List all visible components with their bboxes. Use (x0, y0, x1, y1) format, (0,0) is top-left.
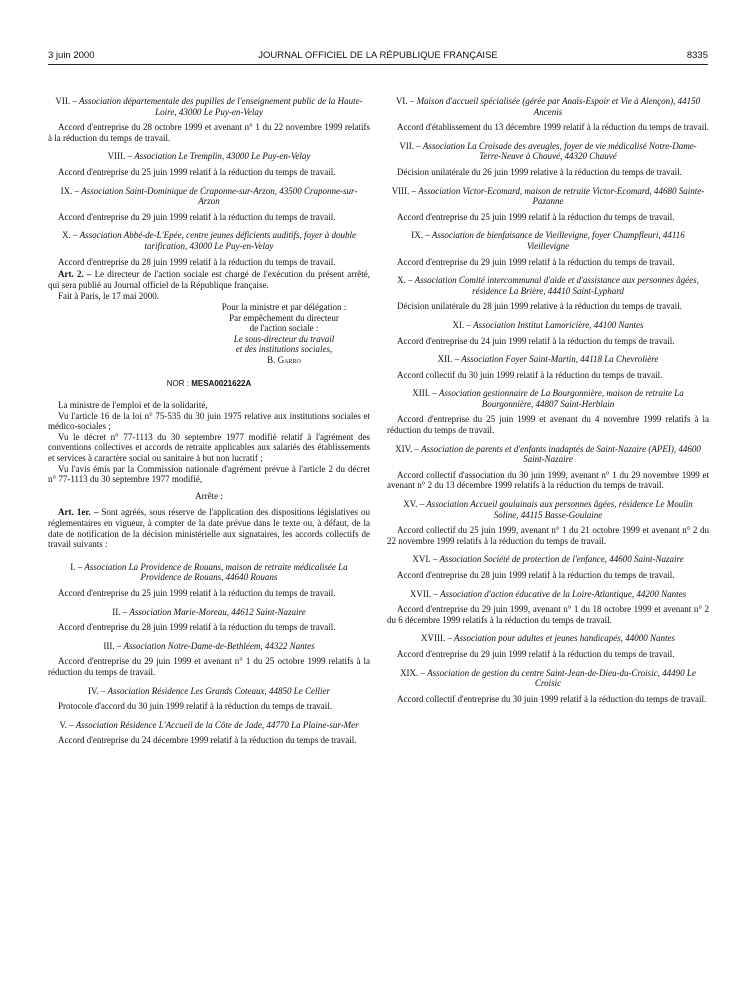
section-right-xix (387, 668, 709, 705)
section-title: I. – Association La Providence de Rouans, maison de retraite médicalisée La Providence de Rouans, 44640 Rouans (70, 561, 348, 583)
section-left-v (48, 720, 370, 746)
section-body: Accord d'entreprise du 24 juin 1999 relatif à la réduction du temps de travail. (397, 335, 675, 346)
section-title: XIX. – Association de gestion du centre Saint-Jean-de-Dieu-du-Croisic, 44490 Le Croisic (400, 667, 696, 689)
section-body: Accord collectif du 30 juin 1999 relatif à la réduction du temps de travail. (397, 369, 663, 380)
section-right-vii (387, 141, 709, 178)
section-left-vii (48, 96, 370, 143)
section-body: Accord d'entreprise du 28 juin 1999 relatif à la réduction du temps de travail. (58, 622, 336, 633)
section-title: II. – Association Marie-Moreau, 44612 Saint-Nazaire (112, 606, 306, 617)
section-title: XV. – Association Accueil goulainais aux personnes âgées, résidence Le Moulin Soline, 44115 Basse-Goulaine (403, 499, 693, 520)
article-1: Art. 1er. – Sont agréés, sous réserve de l'application des dispositions législatives ou réglementaires en vigueur, à compter de la date prévue dans le texte ou, à défaut, de la date de notification de la décision ministérielle aux signataires, les accords collectifs de travail suivants : (48, 507, 371, 550)
signatory: B. Garro (267, 354, 301, 365)
section-body: Accord d'entreprise du 29 juin 1999 relatif à la réduction du temps de travail. (397, 256, 675, 267)
signature-block: Pour la ministre et par délégation : Par empêchement du directeur de l'action sociale : Le sous-directeur du travail et des institutions sociales, B. Garro (198, 302, 370, 366)
section-left-i (48, 562, 370, 599)
section-title: XIV. – Association de parents et d'enfants inadaptés de Saint-Nazaire (APEI), 44600 Saint-Nazaire (395, 443, 701, 465)
section-left-iv (48, 686, 370, 712)
section-body: Accord d'entreprise du 28 octobre 1999 et avenant n° 1 du 22 novembre 1999 relatifs à la réduction du temps de travail. (48, 122, 370, 143)
section-title: VII. – Association départementale des pupilles de l'enseignement public de la Haute-Loire, 43000 Le Puy-en-Velay (55, 96, 363, 117)
section-body: Accord d'entreprise du 25 juin 1999 relatif à la réduction du temps de travail. (397, 211, 675, 222)
section-right-xii (387, 354, 709, 380)
section-left-x (48, 230, 370, 267)
section-right-viii (387, 186, 709, 223)
section-title: XVI. – Association Société de protection de l'enfance, 44600 Saint-Nazaire (412, 554, 684, 565)
section-right-xv (387, 499, 709, 546)
section-title: III. – Association Notre-Dame-de-Bethléem, 44322 Nantes (103, 640, 315, 651)
section-title: XII. – Association Foyer Saint-Martin, 44118 La Chevrolière (437, 354, 659, 365)
section-title: IV. – Association Résidence Les Grands Coteaux, 44850 Le Cellier (88, 685, 330, 696)
section-title: XIII. – Association gestionnaire de La Bourgonnière, maison de retraite La Bourgonnière, 44807 Saint-Herblain (412, 388, 684, 409)
section-right-x (387, 275, 709, 312)
right-column (387, 96, 709, 712)
section-body: Accord d'entreprise du 29 juin 1999 relatif à la réduction du temps de travail. (397, 648, 675, 659)
section-left-iii (48, 641, 370, 678)
arrete-heading: Arrête : (195, 490, 223, 501)
section-title: VI. – Maison d'accueil spécialisée (gérée par Anaïs-Espoir et Vie à Alençon), 44150 Ancenis (395, 96, 701, 117)
section-right-xiv (387, 444, 709, 491)
section-body: Accord d'entreprise du 28 juin 1999 relatif à la réduction du temps de travail. (58, 256, 336, 267)
section-body: Accord collectif du 25 juin 1999, avenant n° 1 du 21 octobre 1999 et avenant n° 2 du 22 novembre 1999 relatifs à la réduction du temps de travail. (387, 525, 709, 546)
left-column (48, 96, 370, 754)
section-right-vi (387, 96, 709, 133)
minister-line: La ministre de l'emploi et de la solidarité, (58, 400, 208, 411)
header-date: 3 juin 2000 (48, 50, 95, 61)
section-body: Accord d'entreprise du 25 juin 1999 relatif à la réduction du temps de travail. (58, 587, 336, 598)
section-body: Accord d'entreprise du 29 juin 1999 relatif à la réduction du temps de travail. (58, 211, 336, 222)
nor-reference: NOR : MESA0021622A (166, 379, 252, 389)
fait-a-paris: Fait à Paris, le 17 mai 2000. (58, 291, 159, 302)
section-body: Accord d'entreprise du 25 juin 1999 relatif à la réduction du temps de travail. (58, 166, 336, 177)
header-journal-title: JOURNAL OFFICIEL DE LA RÉPUBLIQUE FRANÇAISE (258, 50, 498, 61)
section-body: Protocole d'accord du 30 juin 1999 relatif à la réduction du temps de travail. (58, 701, 333, 712)
section-title: VIII. – Association Le Tremplin, 43000 Le Puy-en-Velay (107, 151, 311, 162)
section-left-ix (48, 186, 370, 223)
article-2: Art. 2. – Le directeur de l'action sociale est chargé de l'exécution du présent arrêté, qui sera publié au Journal officiel de la République française. (48, 269, 371, 290)
section-title: IX. – Association de bienfaisance de Vieillevigne, foyer Champfleuri, 44116 Vieillevigne (411, 230, 685, 251)
section-left-viii (48, 151, 370, 177)
section-right-ix (387, 230, 709, 267)
section-title: XVII. – Association d'action éducative de la Loire-Atlantique, 44200 Nantes (409, 588, 687, 599)
visa-3: Vu l'avis émis par la Commission nationale d'agrément prévue à l'article 2 du décret n° 77-1113 du 30 septembre 1977 modifié, (48, 463, 370, 485)
section-body: Accord d'entreprise du 25 juin 1999 et avenant du 4 novembre 1999 relatifs à la réduction du temps de travail. (387, 414, 709, 436)
section-body: Accord d'entreprise du 29 juin 1999 et avenant n° 1 du 25 octobre 1999 relatifs à la réduction du temps de travail. (48, 656, 370, 677)
section-left-ii (48, 607, 370, 633)
header-page-number: 8335 (686, 50, 708, 61)
section-right-xvii (387, 589, 709, 626)
section-title: XI. – Association Institut Lamoricière, 44100 Nantes (452, 319, 644, 330)
section-body: Accord d'entreprise du 28 juin 1999 relatif à la réduction du temps de travail. (397, 570, 675, 580)
section-body: Décision unilatérale du 26 juin 1999 relative à la réduction du temps de travail. (397, 166, 682, 177)
section-right-xi (387, 320, 709, 346)
visa-2: Vu le décret n° 77-1113 du 30 septembre 1977 modifié relatif à l'agrément des conventions collectives et accords de retraite applicables aux salariés des établissements et services à caractère social ou sanitaire à but non lucratif ; (48, 431, 370, 464)
section-title: IX. – Association Saint-Dominique de Craponne-sur-Arzon, 43500 Craponne-sur-Arzon (60, 185, 358, 207)
section-body: Accord d'entreprise du 24 décembre 1999 relatif à la réduction du temps de travail. (58, 735, 357, 746)
section-right-xviii (387, 633, 709, 659)
section-body: Décision unilatérale du 28 juin 1999 relative à la réduction du temps de travail. (397, 301, 682, 312)
section-right-xiii (387, 388, 709, 435)
section-title: XVIII. – Association pour adultes et jeunes handicapés, 44000 Nantes (420, 633, 676, 644)
section-body: Accord d'entreprise du 29 juin 1999, avenant n° 1 du 18 octobre 1999 et avenant n° 2 du 6 décembre 1999 relatifs à la réduction du temps de travail. (387, 604, 709, 625)
visa-1: Vu l'article 16 de la loi n° 75-535 du 30 juin 1975 relative aux institutions sociales et médico-sociales ; (48, 410, 370, 432)
section-right-xvi (387, 554, 709, 580)
header-rule (48, 64, 708, 65)
section-title: VII. – Association La Croisade des aveugles, foyer de vie médicalisé Notre-Dame-Terre-Neuve à Chauvé, 44320 Chauvé (399, 140, 697, 162)
section-body: Accord d'établissement du 13 décembre 1999 relatif à la réduction du temps de travail. (397, 122, 710, 133)
section-body: Accord collectif d'association du 30 juin 1999, avenant n° 1 du 29 novembre 1999 et avenant n° 2 du 13 décembre 1999 relatifs à la réduction du temps de travail. (387, 469, 709, 491)
section-title: X. – Association Abbé-de-L'Epée, centre jeunes déficients auditifs, foyer à double tarification, 43000 Le Puy-en-Velay (62, 230, 356, 251)
section-title: VIII. – Association Victor-Ecomard, maison de retraite Victor-Ecomard, 44680 Sainte-Pazanne (391, 185, 705, 207)
section-title: V. – Association Résidence L'Accueil de la Côte de Jade, 44770 La Plaine-sur-Mer (59, 719, 359, 730)
section-body: Accord collectif d'entreprise du 30 juin 1999 relatif à la réduction du temps de travail. (397, 693, 707, 704)
section-title: X. – Association Comité intercommunal d'aide et d'assistance aux personnes âgées, résidence La Brière, 44410 Saint-Lyphard (397, 275, 699, 296)
page-header (48, 50, 708, 64)
